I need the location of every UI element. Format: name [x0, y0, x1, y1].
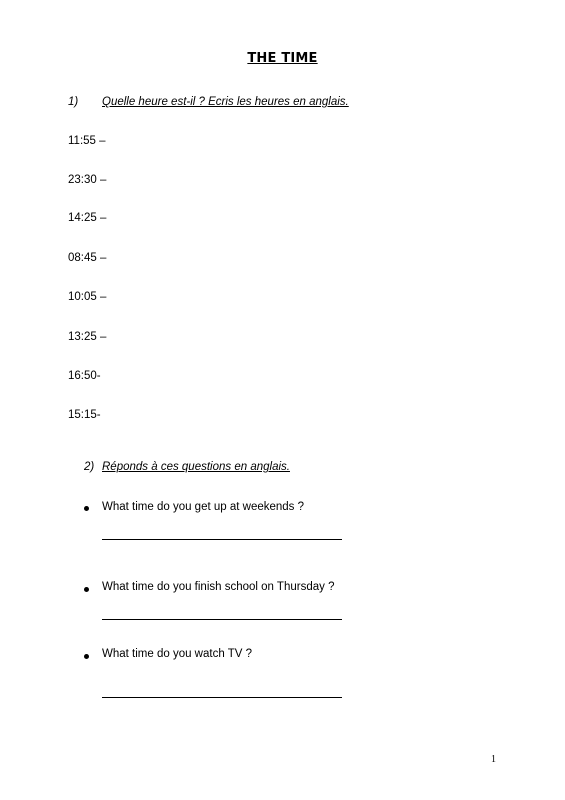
section1-number: 1) [68, 96, 79, 108]
bullet-icon [84, 506, 89, 511]
answer-line-1[interactable] [102, 539, 342, 540]
answer-line-3[interactable] [102, 697, 342, 698]
bullet-icon [84, 587, 89, 592]
time-item-2: 23:30 – [68, 174, 107, 186]
question-2: What time do you finish school on Thursday ? [102, 581, 335, 593]
time-item-8: 15:15- [68, 409, 101, 421]
question-1: What time do you get up at weekends ? [102, 501, 305, 513]
section2-number: 2) [84, 461, 95, 473]
time-item-4: 08:45 – [68, 252, 107, 264]
time-item-7: 16:50- [68, 370, 101, 382]
time-item-6: 13:25 – [68, 331, 107, 343]
section2-instruction: Réponds à ces questions en anglais. [102, 461, 290, 473]
question-3: What time do you watch TV ? [102, 648, 252, 660]
section1-instruction: Quelle heure est-il ? Ecris les heures en anglais. [102, 96, 349, 108]
time-item-1: 11:55 – [68, 135, 106, 147]
page-title: THE TIME [247, 51, 318, 66]
page-number: 1 [491, 754, 496, 765]
time-item-5: 10:05 – [68, 291, 107, 303]
time-item-3: 14:25 – [68, 212, 107, 224]
answer-line-2[interactable] [102, 619, 342, 620]
bullet-icon [84, 654, 89, 659]
